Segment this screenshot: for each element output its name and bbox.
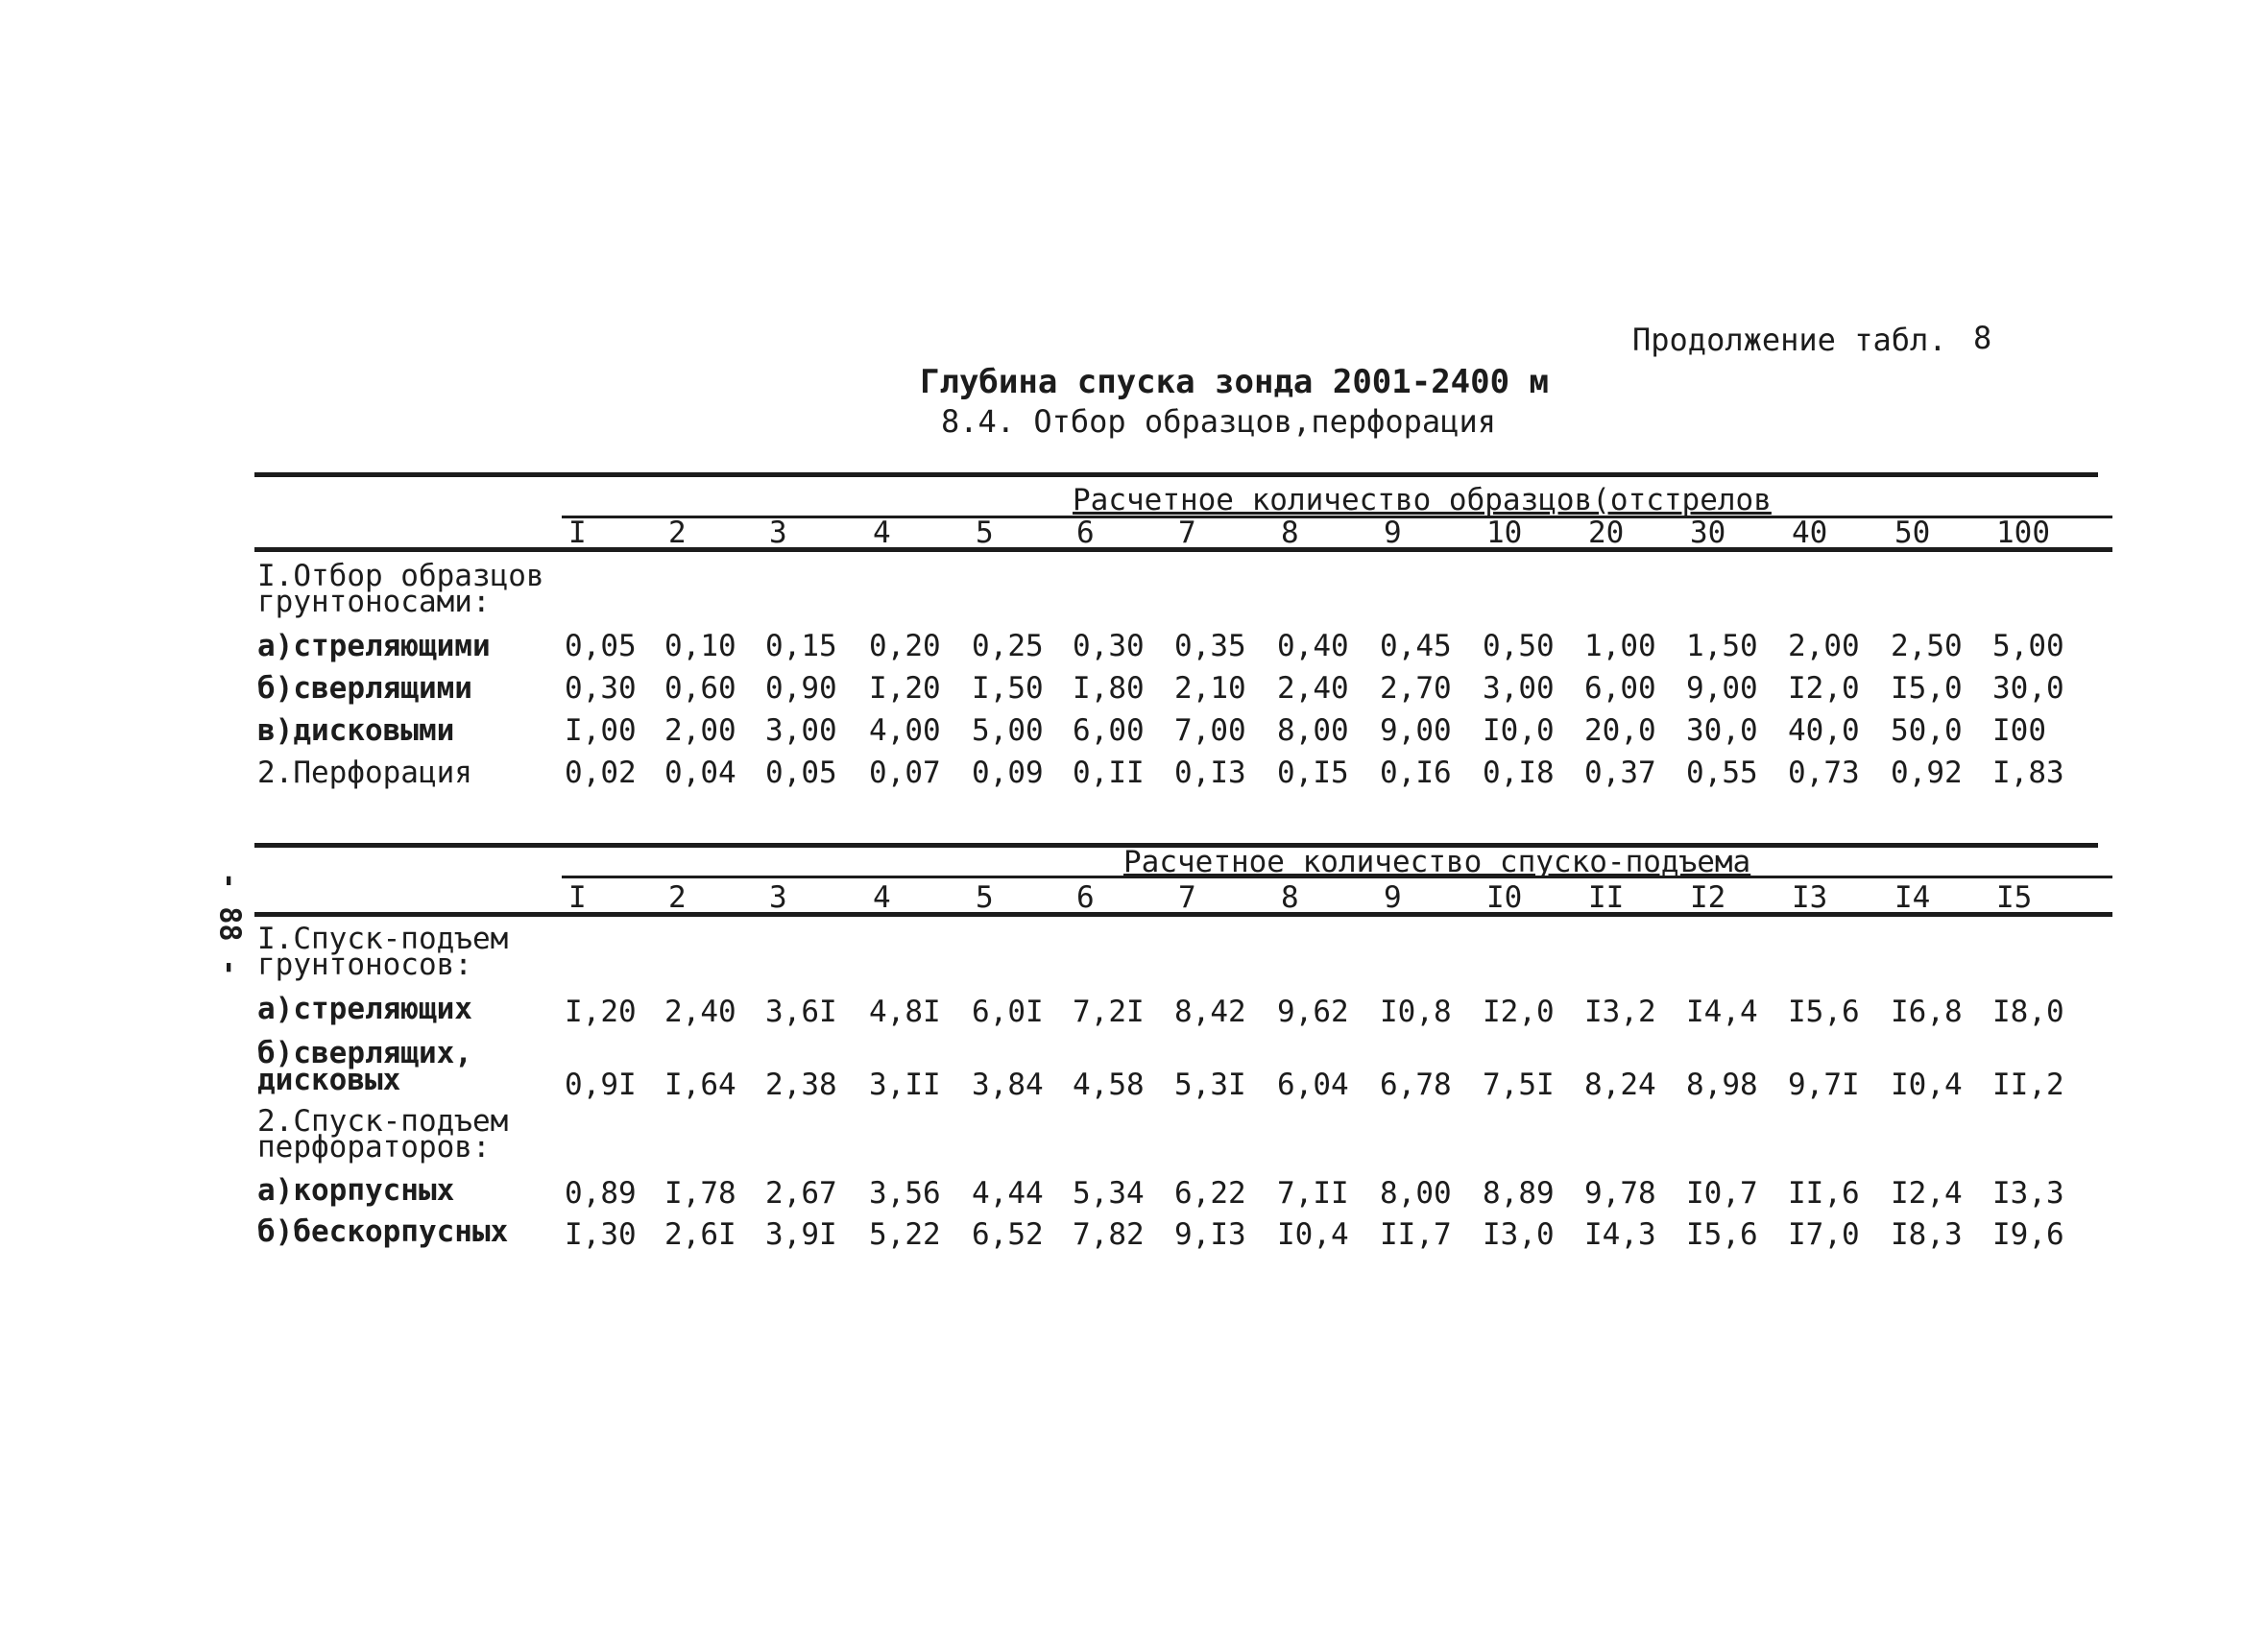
table2-cell-row-b: I,64 [664,1068,736,1102]
table1-cell: 0,30 [565,671,637,706]
table1-section-title-line2: грунтоносами: [257,585,491,619]
table1-cell: 0,15 [765,629,837,663]
table1-cell: 2,00 [1788,629,1860,663]
table1-cell: 0,90 [765,671,837,706]
table2-cell-row-c: 8,00 [1380,1176,1452,1211]
table2-cell-row-c: I2,4 [1891,1176,1963,1211]
table1-cell: 0,40 [1277,629,1349,663]
table1-cell: 9,00 [1686,671,1758,706]
table1-cell: 0,I8 [1483,756,1555,790]
table2-row-b-label-line2: дисковых [257,1063,401,1097]
table1-column-header: 50 [1894,516,1931,550]
table2-cell-row-d: I8,3 [1891,1217,1963,1252]
page-number: - 88 - [212,872,247,976]
table2-column-header: 7 [1178,880,1196,915]
table2-cell-row-c: 9,78 [1584,1176,1656,1211]
table2-column-header: 8 [1281,880,1299,915]
table1-cell: 0,92 [1891,756,1963,790]
table2-cell-row-c: 2,67 [765,1176,837,1211]
table1-cell: 0,04 [664,756,736,790]
table1-cell: 0,25 [972,629,1044,663]
title-depth: Глубина спуска зонда 2001-2400 м [920,363,1550,401]
table1-cell: 0,I5 [1277,756,1349,790]
table2-cell-row-b: II,2 [1992,1068,2064,1102]
table2-cell-row-d: I4,3 [1584,1217,1656,1252]
table1-section-title-line1: I.Отбор образцов [257,559,544,593]
table1-cell: 0,02 [565,756,637,790]
table1-cell: I5,0 [1891,671,1963,706]
table2-cell-row-c: 7,II [1277,1176,1349,1211]
table1-column-header: 8 [1281,516,1299,550]
table2-cell-row-d: I5,6 [1686,1217,1758,1252]
table2-cell-row-c: 4,44 [972,1176,1044,1211]
table1-cell: 0,09 [972,756,1044,790]
table2-column-header: I [568,880,587,915]
table2-cell-row-a: I5,6 [1788,995,1860,1029]
table2-cell-row-b: 8,98 [1686,1068,1758,1102]
table1-cell: 1,50 [1686,629,1758,663]
table1-cell: 4,00 [869,713,941,748]
table1-cell: 0,I3 [1174,756,1246,790]
table2-row-d-label: б)бескорпусных [257,1214,509,1249]
table2-cell-row-a: 3,6I [765,995,837,1029]
table2-cell-row-d: I9,6 [1992,1217,2064,1252]
table2-cell-row-a: I2,0 [1483,995,1555,1029]
table1-cell: 3,00 [765,713,837,748]
table1-column-header: 6 [1076,516,1095,550]
table1-cell: 30,0 [1992,671,2064,706]
table2-cell-row-b: 9,7I [1788,1068,1860,1102]
table1-cell: 5,00 [972,713,1044,748]
table1-cell: 0,30 [1073,629,1145,663]
table2-cell-row-b: 7,5I [1483,1068,1555,1102]
table2-column-header: II [1588,880,1625,915]
table2-cell-row-d: I,30 [565,1217,637,1252]
table2-cell-row-a: I,20 [565,995,637,1029]
table2-cell-row-c: I3,3 [1992,1176,2064,1211]
table2-section2-title-line2: перфораторов: [257,1130,491,1165]
table2-column-header: 3 [769,880,787,915]
table2-cell-row-d: 6,52 [972,1217,1044,1252]
table1-column-header: 30 [1690,516,1726,550]
table2-section1-title-line2: грунтоносов: [257,948,472,982]
table2-cell-row-b: I0,4 [1891,1068,1963,1102]
table1-cell: 30,0 [1686,713,1758,748]
table2-row-b-label-line1: б)сверлящих, [257,1036,472,1070]
table1-cell: 2,50 [1891,629,1963,663]
table1-cell: 7,00 [1174,713,1246,748]
table1-cell: 2,40 [1277,671,1349,706]
table2-header: Расчетное количество спуско-подъема [1123,845,1751,879]
table2-cell-row-c: 3,56 [869,1176,941,1211]
table2-section2-title-line1: 2.Спуск-подъем [257,1104,509,1139]
table2-cell-row-a: I6,8 [1891,995,1963,1029]
table2-cell-row-b: 5,3I [1174,1068,1246,1102]
table2-cell-row-a: I3,2 [1584,995,1656,1029]
table1-cell: 0,73 [1788,756,1860,790]
table1-cell: 3,00 [1483,671,1555,706]
table2-column-header: 6 [1076,880,1095,915]
table2-cell-row-d: I0,4 [1277,1217,1349,1252]
table1-cell: 0,35 [1174,629,1246,663]
table2-column-header: 5 [976,880,994,915]
table1-row-label: в)дисковыми [257,713,455,748]
table1-column-header: 2 [668,516,687,550]
table2-cell-row-b: 6,04 [1277,1068,1349,1102]
table1-cell: 40,0 [1788,713,1860,748]
table1-cell: 0,45 [1380,629,1452,663]
table2-cell-row-d: I7,0 [1788,1217,1860,1252]
table2-column-header: I0 [1486,880,1523,915]
table1-cell: I,80 [1073,671,1145,706]
table2-column-header: I2 [1690,880,1726,915]
table2-cell-row-d: 9,I3 [1174,1217,1246,1252]
table2-cell-row-c: 5,34 [1073,1176,1145,1211]
table1-header: Расчетное количество образцов(отстрелов [1073,483,1772,517]
table1-cell: I,20 [869,671,941,706]
table1-cell: I,00 [565,713,637,748]
table1-cell: 0,50 [1483,629,1555,663]
table2-row-a-label: а)стреляющих [257,992,472,1026]
table2-cell-row-a: 6,0I [972,995,1044,1029]
table2-section1-title-line1: I.Спуск-подъем [257,922,509,956]
table1-cell: 5,00 [1992,629,2064,663]
table1-cell: 2,10 [1174,671,1246,706]
continuation-number: 8 [1973,320,1992,356]
table2-column-header: 4 [873,880,891,915]
table1-cell: 6,00 [1584,671,1656,706]
table1-row-label: а)стреляющими [257,629,491,663]
table1-top-rule [254,472,2098,477]
table2-cell-row-c: I0,7 [1686,1176,1758,1211]
table2-cell-row-d: II,7 [1380,1217,1452,1252]
table1-cell: 0,I6 [1380,756,1452,790]
table1-cell: I00 [1992,713,2046,748]
table1-cell: I,83 [1992,756,2064,790]
table2-cell-row-a: I0,8 [1380,995,1452,1029]
table1-cell: 0,37 [1584,756,1656,790]
table1-row-label: 2.Перфорация [257,756,472,790]
table2-cell-row-b: 2,38 [765,1068,837,1102]
table2-cell-row-a: 7,2I [1073,995,1145,1029]
table1-column-header: 9 [1384,516,1402,550]
table2-cell-row-d: 5,22 [869,1217,941,1252]
table1-cell: 20,0 [1584,713,1656,748]
table1-column-header: 7 [1178,516,1196,550]
table2-row-c-label: а)корпусных [257,1173,455,1208]
table1-column-header: 5 [976,516,994,550]
table1-cell: 9,00 [1380,713,1452,748]
table2-column-header: I4 [1894,880,1931,915]
table2-column-header: 9 [1384,880,1402,915]
table1-column-header: 4 [873,516,891,550]
table1-column-header: I [568,516,587,550]
table2-cell-row-c: I,78 [664,1176,736,1211]
table1-cell: I2,0 [1788,671,1860,706]
table1-cell: I0,0 [1483,713,1555,748]
table1-column-header: 10 [1486,516,1523,550]
table1-cell: 0,55 [1686,756,1758,790]
table2-cell-row-b: 3,II [869,1068,941,1102]
table1-cell: 8,00 [1277,713,1349,748]
table1-column-header: 40 [1792,516,1828,550]
table1-cell: I,50 [972,671,1044,706]
table2-cell-row-a: 8,42 [1174,995,1246,1029]
table1-cell: 0,60 [664,671,736,706]
table1-cell: 50,0 [1891,713,1963,748]
table2-cell-row-b: 6,78 [1380,1068,1452,1102]
table2-cell-row-a: 2,40 [664,995,736,1029]
table1-row-label: б)сверлящими [257,671,472,706]
table2-cell-row-b: 4,58 [1073,1068,1145,1102]
table2-cell-row-d: 7,82 [1073,1217,1145,1252]
table2-cell-row-c: 6,22 [1174,1176,1246,1211]
table1-cell: 0,II [1073,756,1145,790]
table1-cell: 2,00 [664,713,736,748]
table1-cell: 0,05 [565,629,637,663]
table2-cell-row-b: 8,24 [1584,1068,1656,1102]
table1-cell: 0,07 [869,756,941,790]
table1-column-header: 3 [769,516,787,550]
table1-cell: 1,00 [1584,629,1656,663]
table2-cell-row-a: I8,0 [1992,995,2064,1029]
table1-column-header: 20 [1588,516,1625,550]
table2-cell-row-c: II,6 [1788,1176,1860,1211]
table1-cell: 2,70 [1380,671,1452,706]
table2-cell-row-d: 3,9I [765,1217,837,1252]
title-section: 8.4. Отбор образцов,перфорация [941,403,1496,440]
table2-column-header: I5 [1996,880,2033,915]
table2-cell-row-c: 8,89 [1483,1176,1555,1211]
table2-cell-row-a: 4,8I [869,995,941,1029]
table2-cell-row-b: 3,84 [972,1068,1044,1102]
table1-cell: 6,00 [1073,713,1145,748]
table2-column-header: 2 [668,880,687,915]
table2-cell-row-c: 0,89 [565,1176,637,1211]
table1-cell: 0,05 [765,756,837,790]
table2-cell-row-d: 2,6I [664,1217,736,1252]
table1-cell: 0,10 [664,629,736,663]
table2-cell-row-a: 9,62 [1277,995,1349,1029]
table2-cell-row-a: I4,4 [1686,995,1758,1029]
continuation-label: Продолжение табл. [1632,322,1947,358]
table2-cell-row-d: I3,0 [1483,1217,1555,1252]
table1-cell: 0,20 [869,629,941,663]
table2-column-header: I3 [1792,880,1828,915]
table2-cell-row-b: 0,9I [565,1068,637,1102]
table1-column-header: 100 [1996,516,2050,550]
